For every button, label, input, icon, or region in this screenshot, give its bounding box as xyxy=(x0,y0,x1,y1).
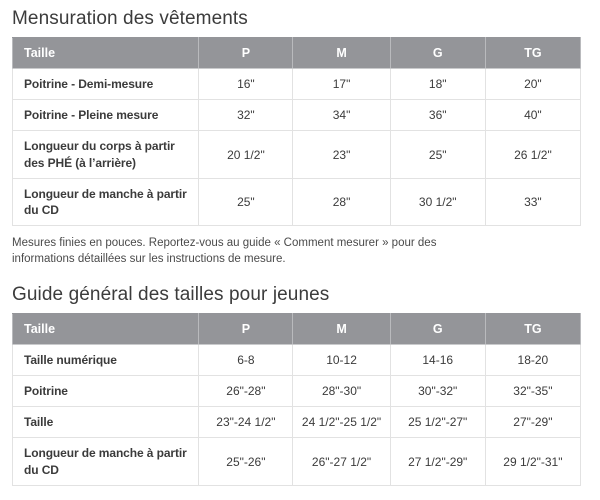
row-label: Taille xyxy=(13,407,199,438)
row-label: Poitrine - Demi-mesure xyxy=(13,69,199,100)
table-row xyxy=(13,344,581,375)
column-header-m: M xyxy=(293,38,390,69)
column-header-taille: Taille xyxy=(13,313,199,344)
table-cell: 23"-24 1/2" xyxy=(199,407,293,438)
spacer xyxy=(12,268,588,285)
table-cell: 27 1/2"-29" xyxy=(390,438,485,485)
table-cell: 20" xyxy=(485,69,580,100)
table-row xyxy=(13,438,581,485)
table-cell: 17" xyxy=(293,69,390,100)
table-row xyxy=(13,69,581,100)
row-label: Longueur de manche à partir du CD xyxy=(13,178,199,225)
table-cell: 29 1/2"-31" xyxy=(485,438,580,485)
table-cell: 33" xyxy=(485,178,580,225)
row-label: Longueur du corps à partir des PHÉ (à l’arrière) xyxy=(13,131,199,178)
table-header-row xyxy=(13,38,581,69)
table-cell: 26"-28" xyxy=(199,375,293,406)
table-cell: 34" xyxy=(293,100,390,131)
column-header-tg: TG xyxy=(485,38,580,69)
row-label: Taille numérique xyxy=(13,344,199,375)
table-cell: 28"-30" xyxy=(293,375,390,406)
table-row xyxy=(13,131,581,178)
table-header-row xyxy=(13,313,581,344)
page-title-youth-size-guide: Guide général des tailles pour jeunes xyxy=(12,283,330,305)
table-cell: 25"-26" xyxy=(199,438,293,485)
table-cell: 18" xyxy=(390,69,485,100)
row-label: Poitrine - Pleine mesure xyxy=(13,100,199,131)
column-header-m: M xyxy=(293,313,390,344)
table-cell: 25" xyxy=(390,131,485,178)
table-cell: 28" xyxy=(293,178,390,225)
table-cell: 16" xyxy=(199,69,293,100)
table-cell: 36" xyxy=(390,100,485,131)
table-cell: 40" xyxy=(485,100,580,131)
row-label: Poitrine xyxy=(13,375,199,406)
column-header-p: P xyxy=(199,313,293,344)
column-header-p: P xyxy=(199,38,293,69)
table-cell: 18-20 xyxy=(485,344,580,375)
page-title-clothing-measurements: Mensuration des vêtements xyxy=(12,8,248,29)
column-header-g: G xyxy=(390,313,485,344)
table-cell: 26"-27 1/2" xyxy=(293,438,390,485)
table-cell: 30"-32" xyxy=(390,375,485,406)
table-cell: 10-12 xyxy=(293,344,390,375)
table-cell: 24 1/2"-25 1/2" xyxy=(293,407,390,438)
spacer xyxy=(12,28,588,37)
table-cell: 25" xyxy=(199,178,293,225)
table-cell: 32" xyxy=(199,100,293,131)
table-cell: 23" xyxy=(293,131,390,178)
table-cell: 27"-29" xyxy=(485,407,580,438)
spacer xyxy=(12,304,588,313)
table-row xyxy=(13,100,581,131)
column-header-tg: TG xyxy=(485,313,580,344)
table-cell: 25 1/2"-27" xyxy=(390,407,485,438)
table-row xyxy=(13,407,581,438)
table-row xyxy=(13,375,581,406)
table-cell: 6-8 xyxy=(199,344,293,375)
table-row xyxy=(13,178,581,225)
column-header-g: G xyxy=(390,38,485,69)
column-header-taille: Taille xyxy=(13,38,199,69)
clothing-measurements-table xyxy=(12,37,581,226)
table-cell: 20 1/2" xyxy=(199,131,293,178)
table-cell: 14-16 xyxy=(390,344,485,375)
table-cell: 30 1/2" xyxy=(390,178,485,225)
table-cell: 32"-35" xyxy=(485,375,580,406)
measurement-note: Mesures finies en pouces. Reportez-vous au guide « Comment mesurer » pour des informations détaillées sur les instructions de mesure. xyxy=(12,237,437,266)
table-cell: 26 1/2" xyxy=(485,131,580,178)
youth-size-guide-table xyxy=(12,313,581,486)
row-label: Longueur de manche à partir du CD xyxy=(13,438,199,485)
